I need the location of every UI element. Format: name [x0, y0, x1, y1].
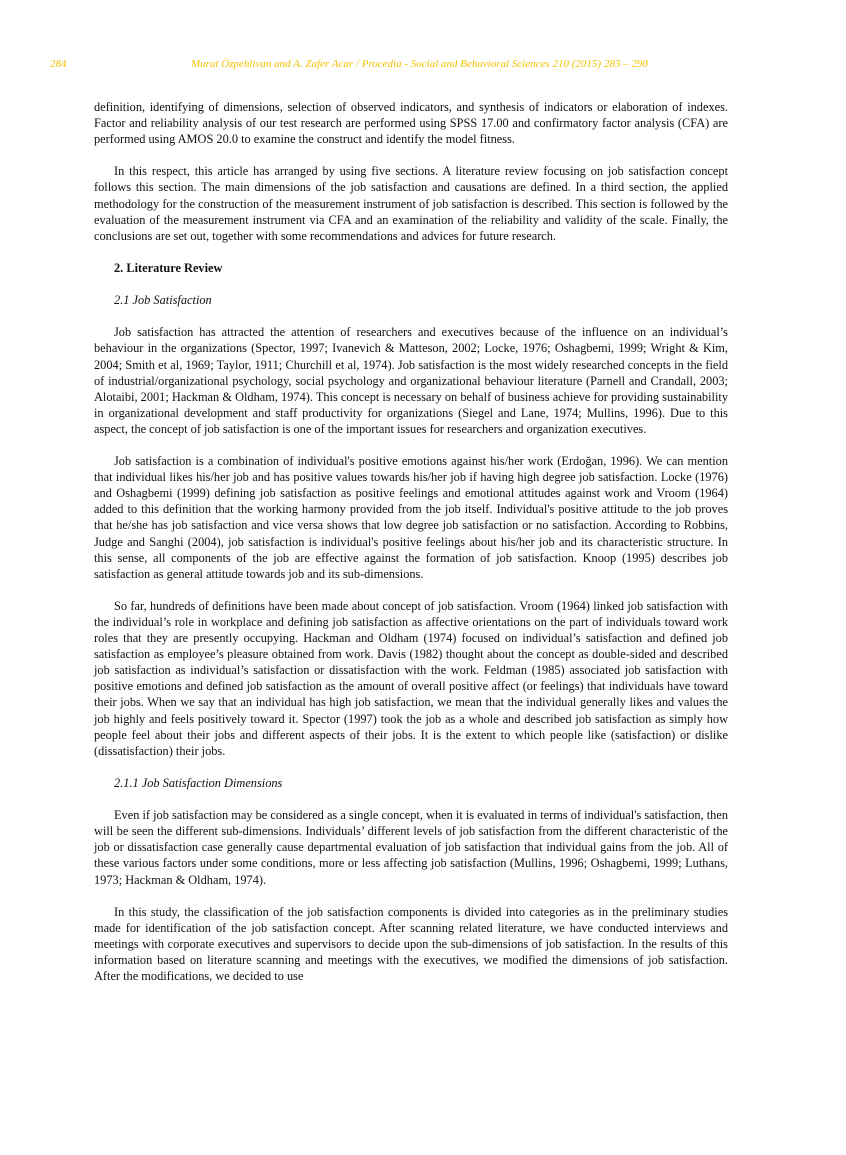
subsection-heading-dimensions: 2.1.1 Job Satisfaction Dimensions: [114, 775, 283, 790]
section-heading-literature-review: 2. Literature Review: [114, 260, 223, 275]
article-body: [94, 99, 728, 984]
page-number: 284: [50, 58, 67, 70]
subsection-heading-job-satisfaction: 2.1 Job Satisfaction: [114, 293, 212, 308]
running-title: Murat Özpehlivan and A. Zafer Acar / Procedia - Social and Behavioral Sciences 210 (2015) 283 – 290: [191, 58, 648, 70]
intro-paragraph-2: In this respect, this article has arranged by using five sections. A literature review focusing on job satisfaction concept follows this section. The main dimensions of the job satisfaction and causations are defined. In a third section, the applied methodology for the construction of the measurement instrument of job satisfaction is described. This section is followed by the evaluation of the measurement instrument via CFA and an examination of the reliability and validity of the scale. Finally, the conclusions are set out, together with some recommendations and advices for future research.: [94, 164, 728, 243]
dimensions-paragraph-2: In this study, the classification of the job satisfaction components is divided into categories as in the preliminary studies made for identification of the job satisfaction concept. After scanning related literature, we have conducted interviews and meetings with corporate executives and supervisors to decide upon the sub-dimensions of job satisfaction. In the results of this information based on literature scanning and meetings with the executives, we modified the dimensions of job satisfaction. After the modifications, we decided to use: [94, 904, 728, 984]
intro-paragraph-1: definition, identifying of dimensions, selection of observed indicators, and synthesis of indicators or elaboration of indexes. Factor and reliability analysis of our test research are performed using SPSS 17.00 and confirmatory factor analysis (CFA) are performed using AMOS 20.0 to examine the construct and identify the model fitness.: [94, 100, 728, 147]
job-satisfaction-paragraph-3: So far, hundreds of definitions have been made about concept of job satisfaction. Vroom (1964) linked job satisfaction with the individual’s role in workplace and defining job satisfaction as affective orientations on the part of individuals toward work roles that they are presently occupying. Hackman and Oldham (1974) focused on individual’s satisfaction and defined job satisfaction as employee’s pleasure obtained from work. Davis (1982) thought about the concept as double-sided and described job satisfaction as individual’s satisfaction or dissatisfaction with the work. Feldman (1985) associated job satisfaction with positive emotions and defined job satisfaction as the amount of overall positive affect (or feelings) that individuals have toward their jobs. When we say that an individual has high job satisfaction, we mean that the individual generally likes and values the job highly and feels positively toward it. Spector (1997) took the job as a whole and described job satisfaction as simply how people feel about their jobs and different aspects of their jobs. It is the extent to which people like (satisfaction) or dislike (dissatisfaction) their jobs.: [94, 598, 728, 758]
dimensions-paragraph-1: Even if job satisfaction may be considered as a single concept, when it is evaluated in terms of individual's satisfaction, then will be seen the different sub-dimensions. Individuals’ different levels of job satisfaction from the different characteristic of the job or dissatisfaction case generally cause departmental evaluation of job satisfaction that individual gains from the job. All of these various factors under some conditions, more or less affecting job satisfaction (Mullins, 1996; Oshagbemi, 1999; Luthans, 1973; Hackman & Oldham, 1974).: [94, 808, 728, 887]
page-header: [0, 56, 846, 74]
job-satisfaction-paragraph-2: Job satisfaction is a combination of individual's positive emotions against his/her work (Erdoğan, 1996). We can mention that individual likes his/her job and has positive values towards his/her job if having high degree job satisfaction. Locke (1976) and Oshagbemi (1999) defining job satisfaction as positive feelings and emotional attitudes against work and Vroom (1964) added to this definition that the working harmony provided from the job itself. Individual's positive attitude to the job proves that he/she has job satisfaction and vice versa shows that low degree job satisfaction or no satisfaction. According to Robbins, Judge and Sanghi (2004), job satisfaction is individual's positive feelings about his/her job and its characteristic structure. In this sense, all components of the job are effective against the formation of job satisfaction. Knoop (1995) describes job satisfaction as general attitude towards job and its sub-dimensions.: [94, 454, 728, 581]
job-satisfaction-paragraph-1: Job satisfaction has attracted the attention of researchers and executives because of the influence on an individual’s behaviour in the organizations (Spector, 1997; Ivanevich & Matteson, 2002; Locke, 1976; Oshagbemi, 1999; Wright & Kim, 2004; Smith et al, 1969; Taylor, 1911; Churchill et al, 1974). Job satisfaction is the most widely researched concepts in the field of industrial/organizational psychology, social psychology and organizational behaviour literature (Parnell and Crandall, 2003; Alotaibi, 2001; Hackman & Oldham, 1974). This concept is necessary on behalf of business achieve for providing sustainability in organizational development and staff productivity for organizations (Siegel and Lane, 1974; Mullins, 1996). Due to this aspect, the concept of job satisfaction is one of the important issues for researchers and organization executives.: [94, 325, 728, 436]
